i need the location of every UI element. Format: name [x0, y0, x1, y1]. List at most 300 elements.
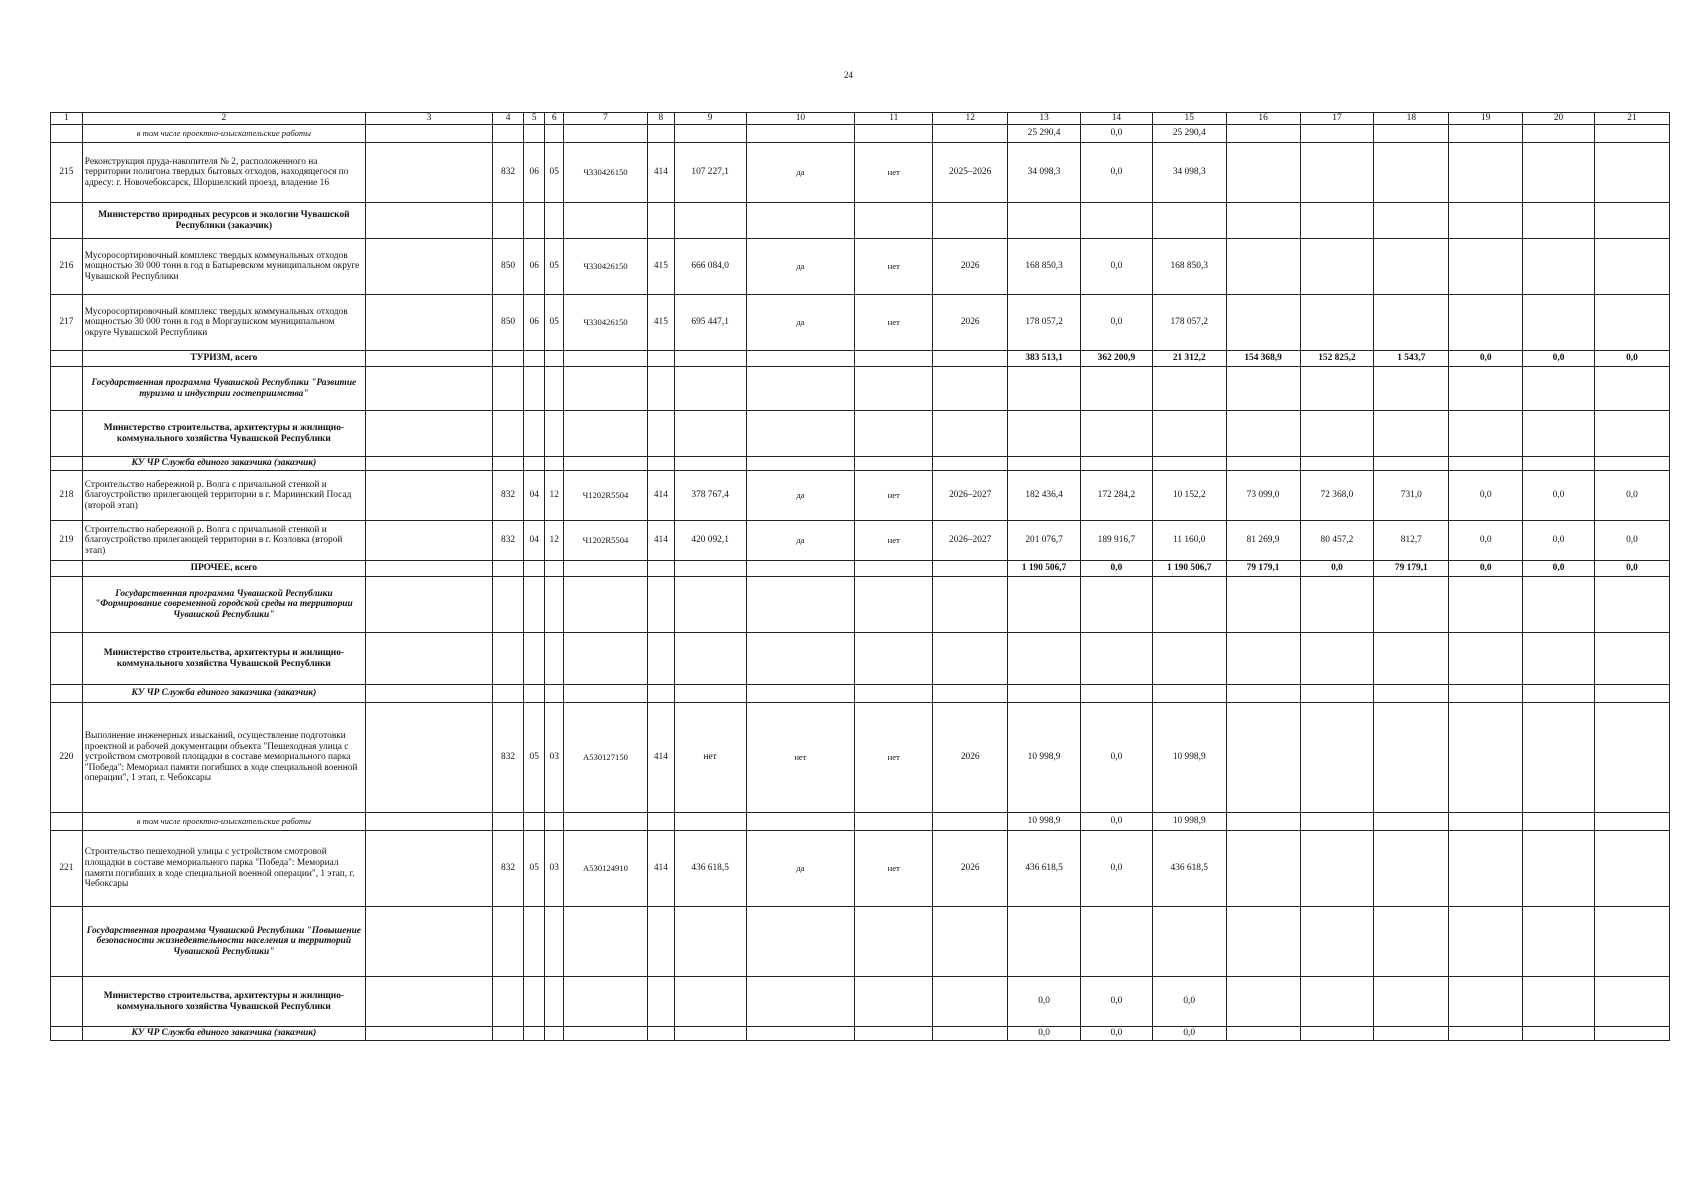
cell-col-12	[933, 125, 1008, 143]
cell-col-1: 220	[51, 703, 83, 813]
cell-col-19	[1449, 831, 1523, 907]
cell-col-5: 04	[523, 521, 545, 561]
cell-col-9: 378 767,4	[674, 471, 746, 521]
cell-col-8	[648, 577, 675, 633]
cell-col-9: 420 092,1	[674, 521, 746, 561]
table-row-ministry	[51, 977, 1670, 1027]
cell-col-9	[674, 907, 746, 977]
cell-col-14: 0,0	[1080, 125, 1152, 143]
cell-col-1	[51, 977, 83, 1027]
cell-col-16	[1226, 367, 1300, 411]
cell-col-12	[933, 577, 1008, 633]
cell-col-17	[1300, 813, 1374, 831]
cell-col-9: 695 447,1	[674, 295, 746, 351]
cell-col-2: Строительство набережной р. Волга с причальной стенкой и благоустройство прилегающей территории в г. Козловка (второй этап)	[82, 521, 365, 561]
cell-col-15	[1152, 633, 1226, 685]
cell-col-7	[563, 411, 647, 457]
cell-col-18	[1374, 977, 1449, 1027]
cell-col-10: да	[746, 471, 855, 521]
cell-col-1	[51, 125, 83, 143]
cell-col-12	[933, 203, 1008, 239]
cell-col-2: КУ ЧР Служба единого заказчика (заказчик)	[82, 457, 365, 471]
cell-col-20	[1523, 907, 1595, 977]
cell-col-17	[1300, 239, 1374, 295]
cell-col-19	[1449, 1027, 1523, 1041]
cell-col-9: нет	[674, 703, 746, 813]
cell-col-18: 812,7	[1374, 521, 1449, 561]
cell-col-14: 0,0	[1080, 1027, 1152, 1041]
cell-col-8: 415	[648, 239, 675, 295]
cell-col-10	[746, 125, 855, 143]
table-row-item	[51, 239, 1670, 295]
cell-col-7	[563, 561, 647, 577]
cell-col-10: да	[746, 521, 855, 561]
cell-col-13	[1008, 411, 1081, 457]
cell-col-1	[51, 907, 83, 977]
cell-col-18: 1 543,7	[1374, 351, 1449, 367]
cell-col-14: 0,0	[1080, 295, 1152, 351]
cell-col-9	[674, 203, 746, 239]
cell-col-21	[1594, 239, 1669, 295]
column-number-5: 5	[523, 113, 545, 125]
cell-col-2: КУ ЧР Служба единого заказчика (заказчик)	[82, 685, 365, 703]
cell-col-11: нет	[855, 295, 933, 351]
cell-col-8	[648, 367, 675, 411]
cell-col-20	[1523, 977, 1595, 1027]
cell-col-12	[933, 685, 1008, 703]
cell-col-18	[1374, 125, 1449, 143]
cell-col-9	[674, 457, 746, 471]
cell-col-4: 832	[493, 831, 524, 907]
cell-col-13	[1008, 203, 1081, 239]
column-number-18: 18	[1374, 113, 1449, 125]
cell-col-3	[365, 907, 492, 977]
cell-col-3	[365, 411, 492, 457]
cell-col-16	[1226, 411, 1300, 457]
cell-col-13: 25 290,4	[1008, 125, 1081, 143]
cell-col-18	[1374, 907, 1449, 977]
cell-col-8: 414	[648, 143, 675, 203]
column-number-6: 6	[545, 113, 563, 125]
cell-col-12	[933, 457, 1008, 471]
cell-col-3	[365, 367, 492, 411]
cell-col-11: нет	[855, 831, 933, 907]
cell-col-18	[1374, 203, 1449, 239]
cell-col-10	[746, 577, 855, 633]
cell-col-6	[545, 561, 563, 577]
cell-col-21	[1594, 577, 1669, 633]
cell-col-8	[648, 125, 675, 143]
cell-col-10	[746, 633, 855, 685]
cell-col-11	[855, 633, 933, 685]
cell-col-13: 201 076,7	[1008, 521, 1081, 561]
cell-col-14	[1080, 577, 1152, 633]
cell-col-8: 414	[648, 831, 675, 907]
cell-col-1	[51, 561, 83, 577]
cell-col-3	[365, 703, 492, 813]
cell-col-2: Министерство строительства, архитектуры и жилищно-коммунального хозяйства Чувашской Республики	[82, 633, 365, 685]
table-row-customer	[51, 685, 1670, 703]
cell-col-12: 2026	[933, 703, 1008, 813]
cell-col-17	[1300, 457, 1374, 471]
cell-col-19	[1449, 633, 1523, 685]
cell-col-15	[1152, 411, 1226, 457]
cell-col-2: Государственная программа Чувашской Республики "Повышение безопасности жизнедеятельности населения и территорий Чувашской Республики"	[82, 907, 365, 977]
column-number-8: 8	[648, 113, 675, 125]
cell-col-15: 10 998,9	[1152, 813, 1226, 831]
table-row-ministry	[51, 411, 1670, 457]
cell-col-19	[1449, 703, 1523, 813]
cell-col-19: 0,0	[1449, 351, 1523, 367]
cell-col-14	[1080, 367, 1152, 411]
cell-col-9	[674, 813, 746, 831]
cell-col-16	[1226, 125, 1300, 143]
cell-col-12	[933, 813, 1008, 831]
cell-col-20	[1523, 703, 1595, 813]
cell-col-2: Реконструкция пруда-накопителя № 2, расположенного на территории полигона твердых бытовых отходов, находящегося по адресу: г. Новочебоксарск, Шоршелский проезд, владение 16	[82, 143, 365, 203]
cell-col-13: 0,0	[1008, 1027, 1081, 1041]
cell-col-20	[1523, 203, 1595, 239]
column-number-1: 1	[51, 113, 83, 125]
table-row-item	[51, 143, 1670, 203]
cell-col-18	[1374, 633, 1449, 685]
cell-col-2: Государственная программа Чувашской Республики "Развитие туризма и индустрии гостеприимства"	[82, 367, 365, 411]
cell-col-7: А530127150	[563, 703, 647, 813]
cell-col-1: 216	[51, 239, 83, 295]
table-row-program	[51, 907, 1670, 977]
cell-col-13: 383 513,1	[1008, 351, 1081, 367]
cell-col-18	[1374, 239, 1449, 295]
column-number-14: 14	[1080, 113, 1152, 125]
cell-col-15: 34 098,3	[1152, 143, 1226, 203]
cell-col-2: ТУРИЗМ, всего	[82, 351, 365, 367]
cell-col-10	[746, 685, 855, 703]
cell-col-18	[1374, 1027, 1449, 1041]
cell-col-15: 25 290,4	[1152, 125, 1226, 143]
cell-col-17	[1300, 1027, 1374, 1041]
cell-col-20	[1523, 813, 1595, 831]
cell-col-7	[563, 977, 647, 1027]
cell-col-19	[1449, 813, 1523, 831]
cell-col-7	[563, 577, 647, 633]
cell-col-20: 0,0	[1523, 521, 1595, 561]
cell-col-18	[1374, 411, 1449, 457]
cell-col-21	[1594, 977, 1669, 1027]
cell-col-20	[1523, 367, 1595, 411]
cell-col-6: 03	[545, 703, 563, 813]
cell-col-16	[1226, 685, 1300, 703]
cell-col-18: 731,0	[1374, 471, 1449, 521]
cell-col-17	[1300, 977, 1374, 1027]
cell-col-5	[523, 633, 545, 685]
cell-col-6: 12	[545, 521, 563, 561]
cell-col-5	[523, 125, 545, 143]
cell-col-4: 850	[493, 239, 524, 295]
cell-col-2: Мусоросортировочный комплекс твердых коммунальных отходов мощностью 30 000 тонн в год в Батыревском муниципальном округе Чувашской Республики	[82, 239, 365, 295]
cell-col-16	[1226, 831, 1300, 907]
cell-col-6	[545, 633, 563, 685]
cell-col-16: 73 099,0	[1226, 471, 1300, 521]
cell-col-3	[365, 831, 492, 907]
cell-col-11	[855, 561, 933, 577]
cell-col-6: 05	[545, 239, 563, 295]
cell-col-7	[563, 685, 647, 703]
cell-col-13: 34 098,3	[1008, 143, 1081, 203]
cell-col-2: ПРОЧЕЕ, всего	[82, 561, 365, 577]
cell-col-7	[563, 907, 647, 977]
cell-col-14: 362 200,9	[1080, 351, 1152, 367]
column-number-10: 10	[746, 113, 855, 125]
cell-col-12: 2026	[933, 295, 1008, 351]
cell-col-10	[746, 813, 855, 831]
cell-col-18	[1374, 831, 1449, 907]
cell-col-17	[1300, 577, 1374, 633]
cell-col-8	[648, 1027, 675, 1041]
cell-col-14	[1080, 633, 1152, 685]
cell-col-21	[1594, 1027, 1669, 1041]
cell-col-17	[1300, 143, 1374, 203]
cell-col-21	[1594, 633, 1669, 685]
cell-col-15	[1152, 685, 1226, 703]
cell-col-11	[855, 351, 933, 367]
cell-col-5: 06	[523, 295, 545, 351]
column-number-15: 15	[1152, 113, 1226, 125]
cell-col-13: 0,0	[1008, 977, 1081, 1027]
cell-col-9	[674, 125, 746, 143]
cell-col-7: Ч330426150	[563, 295, 647, 351]
cell-col-5	[523, 685, 545, 703]
cell-col-5	[523, 813, 545, 831]
table-body	[51, 113, 1670, 1041]
cell-col-9	[674, 411, 746, 457]
cell-col-20	[1523, 411, 1595, 457]
cell-col-1: 221	[51, 831, 83, 907]
cell-col-4: 832	[493, 521, 524, 561]
cell-col-4	[493, 411, 524, 457]
cell-col-19	[1449, 577, 1523, 633]
cell-col-21: 0,0	[1594, 521, 1669, 561]
table-row-customer	[51, 1027, 1670, 1041]
cell-col-17: 80 457,2	[1300, 521, 1374, 561]
cell-col-7: Ч330426150	[563, 143, 647, 203]
cell-col-19	[1449, 143, 1523, 203]
cell-col-11	[855, 577, 933, 633]
cell-col-8	[648, 203, 675, 239]
cell-col-14: 0,0	[1080, 831, 1152, 907]
cell-col-15: 10 152,2	[1152, 471, 1226, 521]
cell-col-8: 414	[648, 471, 675, 521]
cell-col-6: 05	[545, 143, 563, 203]
cell-col-21	[1594, 703, 1669, 813]
cell-col-10: да	[746, 143, 855, 203]
cell-col-5	[523, 1027, 545, 1041]
cell-col-2: в том числе проектно-изыскательские работы	[82, 813, 365, 831]
cell-col-6	[545, 907, 563, 977]
cell-col-2: Строительство пешеходной улицы с устройством смотровой площадки в составе мемориального парка "Победа": Мемориал памяти погибших в ходе специальной военной операции", 1 этап, г. Чебоксары	[82, 831, 365, 907]
cell-col-4: 832	[493, 471, 524, 521]
cell-col-9	[674, 1027, 746, 1041]
cell-col-14: 0,0	[1080, 813, 1152, 831]
table-row-total	[51, 351, 1670, 367]
cell-col-13	[1008, 577, 1081, 633]
cell-col-2: Министерство строительства, архитектуры и жилищно-коммунального хозяйства Чувашской Республики	[82, 977, 365, 1027]
cell-col-21	[1594, 831, 1669, 907]
cell-col-13	[1008, 907, 1081, 977]
cell-col-5	[523, 561, 545, 577]
cell-col-19	[1449, 367, 1523, 411]
cell-col-12	[933, 907, 1008, 977]
cell-col-21	[1594, 125, 1669, 143]
cell-col-3	[365, 813, 492, 831]
cell-col-15: 168 850,3	[1152, 239, 1226, 295]
cell-col-17	[1300, 831, 1374, 907]
cell-col-8: 415	[648, 295, 675, 351]
cell-col-8	[648, 633, 675, 685]
cell-col-10	[746, 907, 855, 977]
cell-col-13: 168 850,3	[1008, 239, 1081, 295]
cell-col-5	[523, 577, 545, 633]
cell-col-16: 81 269,9	[1226, 521, 1300, 561]
cell-col-8: 414	[648, 703, 675, 813]
cell-col-15: 1 190 506,7	[1152, 561, 1226, 577]
cell-col-6	[545, 411, 563, 457]
cell-col-13	[1008, 633, 1081, 685]
cell-col-7	[563, 633, 647, 685]
cell-col-2: в том числе проектно-изыскательские работы	[82, 125, 365, 143]
cell-col-3	[365, 351, 492, 367]
cell-col-10	[746, 367, 855, 411]
cell-col-5: 06	[523, 239, 545, 295]
cell-col-7	[563, 813, 647, 831]
cell-col-5	[523, 907, 545, 977]
table-row-item	[51, 521, 1670, 561]
cell-col-4	[493, 125, 524, 143]
cell-col-11	[855, 367, 933, 411]
cell-col-5: 06	[523, 143, 545, 203]
column-number-11: 11	[855, 113, 933, 125]
cell-col-10: да	[746, 831, 855, 907]
cell-col-15: 178 057,2	[1152, 295, 1226, 351]
cell-col-4	[493, 813, 524, 831]
cell-col-1	[51, 685, 83, 703]
cell-col-8	[648, 907, 675, 977]
cell-col-9	[674, 351, 746, 367]
cell-col-10	[746, 457, 855, 471]
cell-col-16	[1226, 203, 1300, 239]
cell-col-12	[933, 633, 1008, 685]
cell-col-19	[1449, 685, 1523, 703]
cell-col-8	[648, 685, 675, 703]
cell-col-3	[365, 577, 492, 633]
cell-col-6	[545, 367, 563, 411]
cell-col-19: 0,0	[1449, 521, 1523, 561]
cell-col-20	[1523, 295, 1595, 351]
cell-col-16: 154 368,9	[1226, 351, 1300, 367]
cell-col-18	[1374, 577, 1449, 633]
cell-col-21: 0,0	[1594, 471, 1669, 521]
cell-col-11	[855, 685, 933, 703]
cell-col-21	[1594, 367, 1669, 411]
cell-col-14: 0,0	[1080, 561, 1152, 577]
cell-col-2: Министерство строительства, архитектуры и жилищно-коммунального хозяйства Чувашской Республики	[82, 411, 365, 457]
cell-col-6	[545, 351, 563, 367]
cell-col-4	[493, 907, 524, 977]
cell-col-11	[855, 977, 933, 1027]
cell-col-6	[545, 125, 563, 143]
cell-col-11	[855, 411, 933, 457]
cell-col-15: 0,0	[1152, 1027, 1226, 1041]
cell-col-11: нет	[855, 471, 933, 521]
cell-col-1	[51, 203, 83, 239]
cell-col-17: 0,0	[1300, 561, 1374, 577]
cell-col-9	[674, 685, 746, 703]
cell-col-3	[365, 685, 492, 703]
cell-col-20	[1523, 831, 1595, 907]
cell-col-5	[523, 351, 545, 367]
cell-col-5	[523, 411, 545, 457]
cell-col-20	[1523, 125, 1595, 143]
cell-col-3	[365, 203, 492, 239]
cell-col-21	[1594, 295, 1669, 351]
cell-col-20: 0,0	[1523, 471, 1595, 521]
cell-col-10	[746, 411, 855, 457]
cell-col-15	[1152, 367, 1226, 411]
cell-col-1	[51, 411, 83, 457]
table-row-program	[51, 367, 1670, 411]
cell-col-10	[746, 561, 855, 577]
table-row-total	[51, 561, 1670, 577]
cell-col-12: 2026–2027	[933, 471, 1008, 521]
cell-col-18	[1374, 143, 1449, 203]
column-number-9: 9	[674, 113, 746, 125]
cell-col-8	[648, 351, 675, 367]
cell-col-18	[1374, 367, 1449, 411]
cell-col-17: 72 368,0	[1300, 471, 1374, 521]
cell-col-14	[1080, 457, 1152, 471]
cell-col-8	[648, 561, 675, 577]
column-number-21: 21	[1594, 113, 1669, 125]
cell-col-6	[545, 1027, 563, 1041]
cell-col-3	[365, 143, 492, 203]
table-row-customer	[51, 457, 1670, 471]
cell-col-5	[523, 457, 545, 471]
cell-col-13: 182 436,4	[1008, 471, 1081, 521]
cell-col-7: Ч330426150	[563, 239, 647, 295]
cell-col-12: 2025–2026	[933, 143, 1008, 203]
cell-col-2: Выполнение инженерных изысканий, осуществление подготовки проектной и рабочей документации объекта "Пешеходная улица с устройством смотровой площадки в составе мемориального парка "Победа": Мемориал памяти погибших в ходе специальной военной операции", 1 этап, г. Чебоксары	[82, 703, 365, 813]
cell-col-17: 152 825,2	[1300, 351, 1374, 367]
cell-col-1	[51, 457, 83, 471]
cell-col-14: 0,0	[1080, 977, 1152, 1027]
cell-col-13	[1008, 367, 1081, 411]
cell-col-2: Строительство набережной р. Волга с причальной стенкой и благоустройство прилегающей территории в г. Мариинский Посад (второй этап)	[82, 471, 365, 521]
cell-col-8: 414	[648, 521, 675, 561]
cell-col-5: 04	[523, 471, 545, 521]
cell-col-10: нет	[746, 703, 855, 813]
cell-col-5: 05	[523, 831, 545, 907]
cell-col-14: 0,0	[1080, 239, 1152, 295]
cell-col-20: 0,0	[1523, 561, 1595, 577]
table-row-sub	[51, 813, 1670, 831]
cell-col-21	[1594, 907, 1669, 977]
cell-col-19: 0,0	[1449, 561, 1523, 577]
cell-col-18	[1374, 703, 1449, 813]
cell-col-12	[933, 561, 1008, 577]
cell-col-20	[1523, 457, 1595, 471]
cell-col-15	[1152, 203, 1226, 239]
cell-col-11	[855, 907, 933, 977]
cell-col-19	[1449, 239, 1523, 295]
